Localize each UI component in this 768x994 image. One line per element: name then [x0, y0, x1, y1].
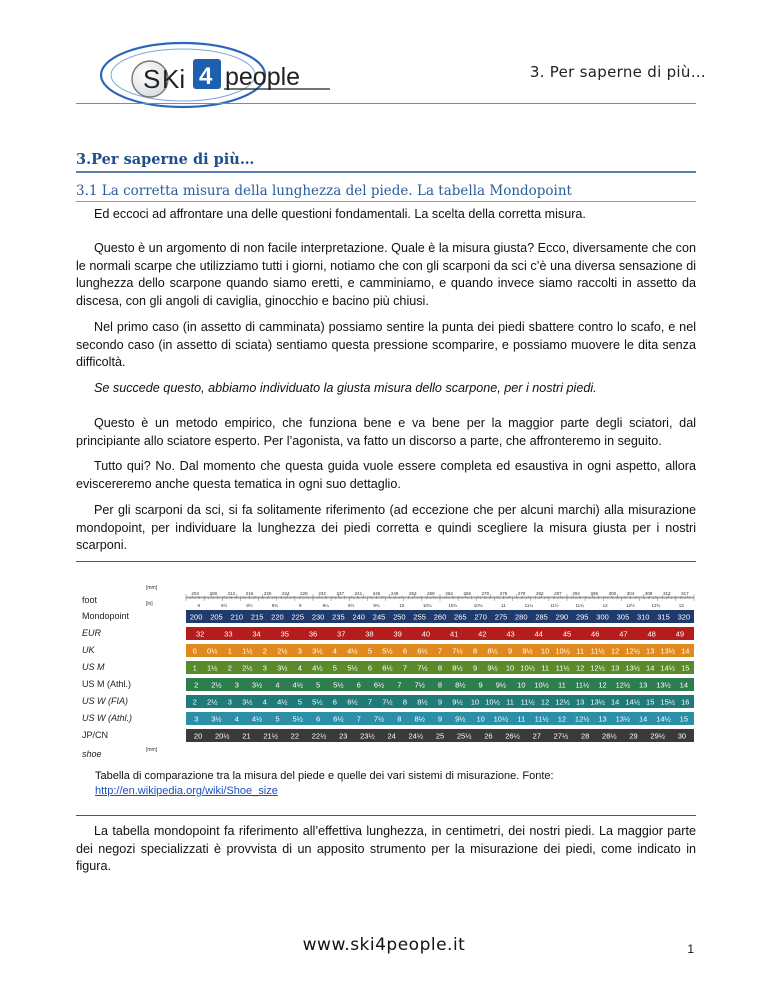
usw_athl-cell: 9½: [455, 714, 466, 724]
foot-in-ruler-tick-label: 8: [197, 603, 200, 608]
usm-cell: 3½: [277, 663, 288, 673]
usw_fia-cell: 9: [437, 697, 443, 707]
eur-cell: 35: [280, 629, 289, 639]
usm_athl-cell: 13½: [656, 680, 671, 690]
row-label-shoe: shoe: [82, 749, 102, 759]
eur-cell: 47: [619, 629, 628, 639]
uk-cell: 1: [227, 646, 232, 656]
uk-cell: 11½: [590, 646, 605, 656]
usm_athl-cell: 11½: [575, 680, 590, 690]
usm-cell: 13½: [625, 663, 640, 673]
mondopoint-cell: 310: [636, 612, 650, 622]
foot-mm-ruler-tick-label: 216: [245, 591, 254, 596]
eur-cell: 36: [308, 629, 318, 639]
uk-cell: 10: [540, 646, 550, 656]
usm-cell: 11½: [555, 663, 570, 673]
usw_fia-cell: 9½: [452, 697, 463, 707]
section-heading: 3.1 La corretta misura della lunghezza del piede. La tabella Mondopoint: [76, 183, 572, 199]
foot-in-ruler-tick-label: 9: [299, 603, 302, 608]
foot-in-ruler-tick-label: 8½: [220, 603, 228, 608]
usm-cell: 14½: [660, 663, 676, 673]
foot-mm-ruler-tick-label: 308: [644, 591, 653, 596]
usm-cell: 6: [367, 663, 373, 673]
mondopoint-cell: 265: [454, 612, 467, 622]
foot-in-ruler-tick-label: 9¾: [373, 603, 380, 608]
usw_fia-cell: 11½: [520, 697, 535, 707]
logo-letter-s: S: [143, 64, 161, 94]
usm_athl-cell: 7½: [414, 680, 425, 690]
paragraph-7: Per gli scarponi da sci, si fa solitamente riferimento (ad eccezione che per alcuni marchi) alla misurazione mondopoint, per individuare la lunghezza dei piedi corretta e quindi scegliere la misura giusta per i nostri scarponi.: [76, 503, 696, 552]
foot-mm-ruler-tick-label: 304: [626, 591, 635, 596]
mondopoint-cell: 295: [575, 612, 589, 622]
usm_athl-cell: 14: [679, 680, 689, 690]
foot-in-ruler-tick-label: 11¼: [524, 603, 534, 608]
foot-unit-mm: [mm]: [146, 585, 158, 591]
row-label-eur: EUR: [82, 628, 102, 638]
usw_athl-cell: 4: [234, 714, 239, 724]
usm_athl-cell: 3½: [251, 680, 263, 690]
foot-mm-ruler-tick-label: 317: [681, 591, 689, 596]
usw_fia-cell: 2½: [207, 697, 218, 707]
usw_fia-cell: 10½: [485, 697, 500, 707]
jp-cell: 28: [580, 731, 590, 741]
usm_athl-cell: 10½: [534, 680, 549, 690]
uk-cell: 4½: [347, 646, 358, 656]
usm-cell: 2½: [242, 663, 253, 673]
foot-in-ruler-tick-label: 10¼: [422, 603, 432, 608]
usm_athl-cell: 9½: [495, 680, 507, 690]
usw_athl-cell: 4½: [251, 714, 263, 724]
usw_athl-cell: 5½: [292, 714, 303, 724]
mondopoint-cell: 275: [494, 612, 508, 622]
usm_athl-cell: 3: [234, 680, 239, 690]
usm-cell: 11: [541, 663, 550, 673]
mondopoint-cell: 300: [596, 612, 609, 622]
jp-cell: 21½: [263, 731, 278, 741]
foot-in-ruler-tick-label: 13: [678, 603, 684, 608]
foot-in-ruler-tick-label: 12: [602, 603, 608, 608]
usw_fia-cell: 16: [681, 697, 690, 707]
foot-in-ruler-tick-label: 8¾: [271, 603, 279, 608]
logo-digit: 4: [199, 63, 213, 90]
uk-cell: 6½: [417, 646, 428, 656]
usm-cell: 6½: [382, 663, 393, 673]
foot-mm-ruler-tick-label: 245: [372, 591, 381, 596]
foot-mm-ruler-tick-label: 283: [536, 591, 544, 596]
jp-cell: 30: [677, 731, 687, 741]
usm-cell: 8: [437, 663, 443, 673]
mondopoint-cell: 255: [413, 612, 426, 622]
usw_fia-cell: 2: [192, 697, 197, 707]
usw_fia-cell: 3½: [242, 697, 253, 707]
mondopoint-cell: 230: [311, 612, 325, 622]
usw_fia-cell: 14: [611, 697, 620, 707]
usm_athl-cell: 7: [397, 680, 402, 690]
foot-mm-ruler-tick-label: 208: [209, 591, 217, 596]
page-number: 1: [687, 942, 694, 956]
jp-cell: 29: [629, 731, 638, 741]
usw_athl-cell: 11: [517, 714, 526, 724]
usm-cell: 9½: [487, 663, 498, 673]
eur-band: [186, 627, 694, 640]
foot-mm-ruler-tick-label: 224: [282, 591, 290, 596]
mondopoint-cell: 235: [332, 612, 345, 622]
jp-cell: 20½: [214, 731, 230, 741]
usw_fia-cell: 6½: [347, 697, 358, 707]
usw_fia-cell: 8: [402, 697, 408, 707]
jp-cell: 22: [290, 731, 300, 741]
usw_fia-cell: 7½: [382, 697, 393, 707]
usm_athl-cell: 10: [517, 680, 526, 690]
usm-cell: 1½: [207, 663, 218, 673]
foot-in-ruler-tick-label: 12½: [626, 603, 635, 608]
uk-cell: 8: [472, 646, 478, 656]
usm-cell: 7: [402, 663, 408, 673]
shoe-unit-mm: [mm]: [146, 747, 158, 753]
usm_athl-cell: 2½: [211, 680, 222, 690]
eur-cell: 38: [365, 629, 374, 639]
foot-in-ruler-tick-label: 11½: [550, 603, 559, 608]
foot-in-ruler-tick-label: 12¾: [651, 603, 661, 608]
foot-unit-in: [in]: [146, 601, 153, 607]
foot-mm-ruler-tick-label: 232: [318, 591, 326, 596]
jp-cell: 23: [339, 731, 348, 741]
foot-mm-ruler-tick-label: 266: [463, 591, 471, 596]
row-label-foot: foot: [82, 595, 98, 605]
paragraph-3: Nel primo caso (in assetto di camminata) possiamo sentire la punta dei piedi sbattere contro lo scafo, e nel secondo caso (in assetto di sciata) sentiamo questa pressione scomparire, e possiamo muovere le dita senza difficoltà.: [76, 320, 696, 369]
usw_athl-cell: 6: [315, 714, 321, 724]
usw_fia-cell: 13: [575, 697, 585, 707]
mondopoint-cell: 285: [535, 612, 548, 622]
paragraph-4: Se succede questo, abbiamo individuato la giusta misura dello scarpone, per i nostri piedi.: [94, 381, 597, 395]
jp-cell: 23½: [360, 731, 375, 741]
foot-mm-ruler-tick-label: 275: [499, 591, 508, 596]
uk-cell: 10½: [555, 646, 570, 656]
usm_athl-cell: 11: [558, 680, 566, 690]
usm_athl-cell: 5: [315, 680, 321, 690]
section-heading-rule: [76, 201, 696, 202]
uk-cell: 8½: [487, 646, 498, 656]
usm_athl-cell: 4: [275, 680, 280, 690]
foot-mm-ruler-tick-label: 287: [554, 591, 562, 596]
foot-mm-ruler-tick-label: 204: [191, 591, 199, 596]
usw_fia-cell: 15: [646, 697, 655, 707]
usw_athl-cell: 7½: [373, 714, 385, 724]
jp-cell: 25: [435, 731, 445, 741]
mondopoint-cell: 210: [230, 612, 244, 622]
caption-text: Tabella di comparazione tra la misura del piede e quelle dei vari sistemi di misurazione. Fonte:: [95, 770, 554, 782]
paragraph-2: Questo è un argomento di non facile interpretazione. Quale è la misura giusta? Ecco, diversamente che con le normali scarpe che utilizziamo tutti i giorni, notiamo che con gli scarponi da sci c’è una diversa sensazione di lunghezza dello scarpone quando siamo eretti, e camminiamo, e quando invece siamo raccolti in assetto da discesa, con gli angoli di caviglia, ginocchio e bacino più chiusi.: [76, 241, 696, 308]
eur-cell: 33: [224, 629, 233, 639]
usm-cell: 5½: [347, 663, 358, 673]
eur-cell: 42: [478, 629, 487, 639]
foot-mm-ruler-tick-label: 228: [300, 591, 308, 596]
usm-cell: 4½: [312, 663, 323, 673]
jp-cell: 21: [242, 731, 251, 741]
usw_fia-cell: 8½: [417, 697, 428, 707]
uk-cell: 13½: [660, 646, 676, 656]
row-label-uk: UK: [82, 645, 95, 655]
uk-cell: 13: [646, 646, 655, 656]
eur-cell: 41: [449, 629, 459, 639]
usw_athl-cell: 12: [557, 714, 567, 724]
usw_fia-cell: 14½: [625, 697, 640, 707]
foot-in-ruler-tick-label: 10: [399, 603, 405, 608]
eur-cell: 43: [506, 629, 515, 639]
table-bottom-rule: [76, 815, 696, 816]
jp-cell: 27½: [553, 731, 569, 741]
foot-mm-ruler-tick-label: 262: [445, 591, 453, 596]
usm_athl-cell: 6: [356, 680, 361, 690]
usm-cell: 3: [262, 663, 267, 673]
jp-cell: 28½: [602, 731, 617, 741]
foot-in-ruler-tick-label: 11¾: [575, 603, 584, 608]
usw_athl-cell: 14½: [656, 714, 671, 724]
eur-cell: 39: [393, 629, 402, 639]
usw_fia-cell: 4: [262, 697, 267, 707]
jp-cell: 26½: [505, 731, 520, 741]
mondopoint-cell: 225: [291, 612, 305, 622]
uk-cell: 2: [262, 646, 267, 656]
usw_fia-cell: 5½: [312, 697, 323, 707]
foot-mm-ruler-tick-label: 220: [263, 591, 272, 596]
jp-cell: 25½: [456, 731, 472, 741]
foot-in-ruler-tick-label: 10½: [448, 603, 458, 608]
usw_fia-cell: 15½: [660, 697, 676, 707]
mondopoint-cell: 270: [474, 612, 487, 622]
usm-cell: 5: [332, 663, 337, 673]
eur-cell: 44: [534, 629, 543, 639]
uk-cell: 3: [297, 646, 302, 656]
usw_athl-cell: 3½: [211, 714, 222, 724]
usm-cell: 4: [297, 663, 302, 673]
usm_athl-cell: 8: [437, 680, 443, 690]
chapter-heading: 3.Per saperne di più…: [76, 151, 255, 168]
usw_fia-cell: 5: [297, 697, 302, 707]
foot-in-ruler-tick-label: 9½: [347, 603, 355, 608]
foot-mm-ruler-tick-label: 237: [336, 591, 344, 596]
eur-cell: 34: [252, 629, 261, 639]
usw_athl-cell: 8: [397, 714, 402, 724]
uk-cell: 0: [192, 646, 197, 656]
usw_athl-cell: 10: [476, 714, 485, 724]
usm_athl-cell: 6½: [373, 680, 385, 690]
table-top-rule: [76, 561, 696, 562]
foot-mm-ruler-tick-label: 270: [481, 591, 490, 596]
usw_fia-cell: 10: [470, 697, 480, 707]
eur-cell: 45: [562, 629, 572, 639]
usw_fia-cell: 7: [367, 697, 373, 707]
usm_athl-cell: 4½: [292, 680, 303, 690]
usw_fia-cell: 12½: [555, 697, 570, 707]
jp-cell: 22½: [311, 731, 327, 741]
foot-in-ruler-tick-label: 11: [501, 603, 506, 608]
usm-cell: 2: [227, 663, 232, 673]
usm-cell: 13: [611, 663, 620, 673]
header-divider: [76, 103, 696, 104]
header-section-label: 3. Per saperne di più…: [529, 63, 706, 81]
foot-mm-ruler-tick-label: 300: [608, 591, 617, 596]
row-label-usm_athl: US M (Athl.): [82, 679, 132, 689]
paragraph-1: Ed eccoci ad affrontare una delle questioni fondamentali. La scelta della corretta misura.: [94, 207, 586, 221]
eur-cell: 40: [421, 629, 431, 639]
mondopoint-cell: 305: [616, 612, 630, 622]
uk-cell: 4: [332, 646, 337, 656]
foot-mm-ruler-tick-label: 249: [390, 591, 399, 596]
uk-cell: 3½: [312, 646, 323, 656]
row-label-jp: JP/CN: [82, 730, 109, 740]
usw_athl-cell: 6½: [333, 714, 344, 724]
usw_athl-cell: 14: [639, 714, 648, 724]
row-label-usw_fia: US W (FIA): [82, 696, 128, 706]
foot-in-ruler-tick-label: 10¾: [473, 603, 483, 608]
foot-in-ruler-tick-label: 8½: [246, 603, 253, 608]
usm-cell: 15: [681, 663, 690, 673]
usm-cell: 10: [505, 663, 515, 673]
mondopoint-cell: 260: [433, 612, 447, 622]
jp-cell: 24: [387, 731, 396, 741]
foot-mm-ruler-tick-label: 313: [663, 591, 671, 596]
jp-cell: 29½: [650, 731, 666, 741]
uk-cell: 5½: [382, 646, 393, 656]
usw_athl-cell: 13: [598, 714, 607, 724]
logo-word-people: people: [225, 63, 301, 91]
caption-source-link[interactable]: http://en.wikipedia.org/wiki/Shoe_size: [95, 785, 278, 797]
usw_athl-cell: 8½: [414, 714, 425, 724]
usw_fia-cell: 11: [506, 697, 514, 707]
usm-cell: 10½: [520, 663, 535, 673]
eur-cell: 37: [337, 629, 346, 639]
jp-cell: 24½: [408, 731, 424, 741]
mondopoint-cell: 240: [352, 612, 365, 622]
mondopoint-cell: 245: [372, 612, 386, 622]
usm_athl-cell: 13: [639, 680, 648, 690]
usm_athl-cell: 2: [194, 680, 199, 690]
table-caption: [95, 769, 685, 799]
usw_fia-cell: 12: [540, 697, 550, 707]
eur-cell: 32: [195, 629, 205, 639]
usm-cell: 9: [472, 663, 478, 673]
paragraph-8: La tabella mondopoint fa riferimento all’effettiva lunghezza, in centimetri, dei nostri piedi. La maggior parte dei negozi specializzati è provvista di un apposito strumento per la misurazione dei piedi, come indicato in figura.: [76, 824, 696, 873]
usm-cell: 8½: [452, 663, 463, 673]
jp-cell: 26: [484, 731, 493, 741]
logo-letters-ki: Ki: [162, 64, 186, 94]
mondopoint-cell: 280: [515, 612, 528, 622]
foot-mm-ruler-tick-label: 292: [572, 591, 580, 596]
mondopoint-cell: 315: [657, 612, 670, 622]
jp-cell: 27: [532, 731, 541, 741]
mondopoint-cell: 215: [250, 612, 264, 622]
row-label-mondopoint: Mondopoint: [82, 611, 130, 621]
jp-cell: 20: [193, 731, 203, 741]
uk-cell: 0½: [207, 646, 218, 656]
usm-cell: 12: [575, 663, 585, 673]
usm_athl-cell: 9: [478, 680, 483, 690]
mondopoint-cell: 205: [210, 612, 223, 622]
paragraph-6: Tutto qui? No. Dal momento che questa guida vuole essere completa ed esaustiva in ogni aspetto, allora eviscereremo anche questa tematica in ogni suo dettaglio.: [76, 459, 696, 491]
foot-mm-ruler-tick-label: 212: [227, 591, 236, 596]
uk-cell: 1½: [242, 646, 253, 656]
uk-cell: 12: [611, 646, 620, 656]
paragraph-5: Questo è un metodo empirico, che funziona bene e va bene per la maggior parte degli sciatori, dal principiante allo sciatore esperto. Per l’agonista, va fatto un discorso a parte, che affronteremo in seguito.: [76, 416, 696, 448]
usm-cell: 7½: [417, 663, 428, 673]
usw_athl-cell: 3: [194, 714, 199, 724]
usw_fia-cell: 3: [227, 697, 232, 707]
foot-mm-ruler-tick-label: 296: [590, 591, 598, 596]
usw_athl-cell: 9: [437, 714, 443, 724]
mondopoint-cell: 200: [189, 612, 203, 622]
foot-mm-ruler-tick-label: 258: [427, 591, 435, 596]
eur-cell: 49: [675, 629, 685, 639]
mondopoint-cell: 320: [677, 612, 691, 622]
usw_athl-cell: 15: [679, 714, 689, 724]
uk-cell: 14: [681, 646, 690, 656]
uk-cell: 9: [507, 646, 513, 656]
usm-cell: 14: [646, 663, 655, 673]
uk-cell: 9½: [522, 646, 533, 656]
usm-cell: 12½: [590, 663, 605, 673]
uk-cell: 12½: [625, 646, 640, 656]
usm_athl-cell: 5½: [333, 680, 344, 690]
mondopoint-cell: 250: [393, 612, 406, 622]
uk-cell: 6: [402, 646, 408, 656]
foot-mm-ruler-tick-label: 241: [354, 591, 363, 596]
chapter-heading-rule: [76, 171, 696, 173]
mondopoint-cell: 220: [271, 612, 284, 622]
usm_athl-cell: 12½: [615, 680, 631, 690]
usw_athl-cell: 7: [356, 714, 361, 724]
row-label-usw_athl: US W (Athl.): [82, 713, 133, 723]
shoe-size-comparison-table: [76, 577, 696, 759]
uk-cell: 7½: [452, 646, 463, 656]
usw_athl-cell: 10½: [493, 714, 509, 724]
foot-mm-ruler-tick-label: 279: [517, 591, 526, 596]
uk-cell: 2½: [277, 646, 288, 656]
row-label-usm: US M: [82, 662, 105, 672]
uk-cell: 7: [437, 646, 443, 656]
usm-cell: 1: [192, 663, 197, 673]
usw_athl-cell: 13½: [615, 714, 631, 724]
foot-in-ruler-tick-label: 9¼: [322, 603, 329, 608]
usw_fia-cell: 6: [332, 697, 337, 707]
eur-cell: 48: [647, 629, 656, 639]
uk-cell: 5: [367, 646, 373, 656]
usw_athl-cell: 11½: [534, 714, 549, 724]
usw_athl-cell: 12½: [574, 714, 590, 724]
mondopoint-cell: 290: [555, 612, 569, 622]
usw_fia-cell: 13½: [590, 697, 605, 707]
uk-cell: 11: [576, 646, 585, 656]
footer-website: www.ski4people.it: [302, 935, 466, 955]
usm_athl-cell: 8½: [455, 680, 466, 690]
foot-mm-ruler-tick-label: 253: [409, 591, 417, 596]
usm_athl-cell: 12: [598, 680, 607, 690]
usw_athl-cell: 5: [275, 714, 280, 724]
eur-cell: 46: [591, 629, 600, 639]
usw_fia-cell: 4½: [277, 697, 288, 707]
